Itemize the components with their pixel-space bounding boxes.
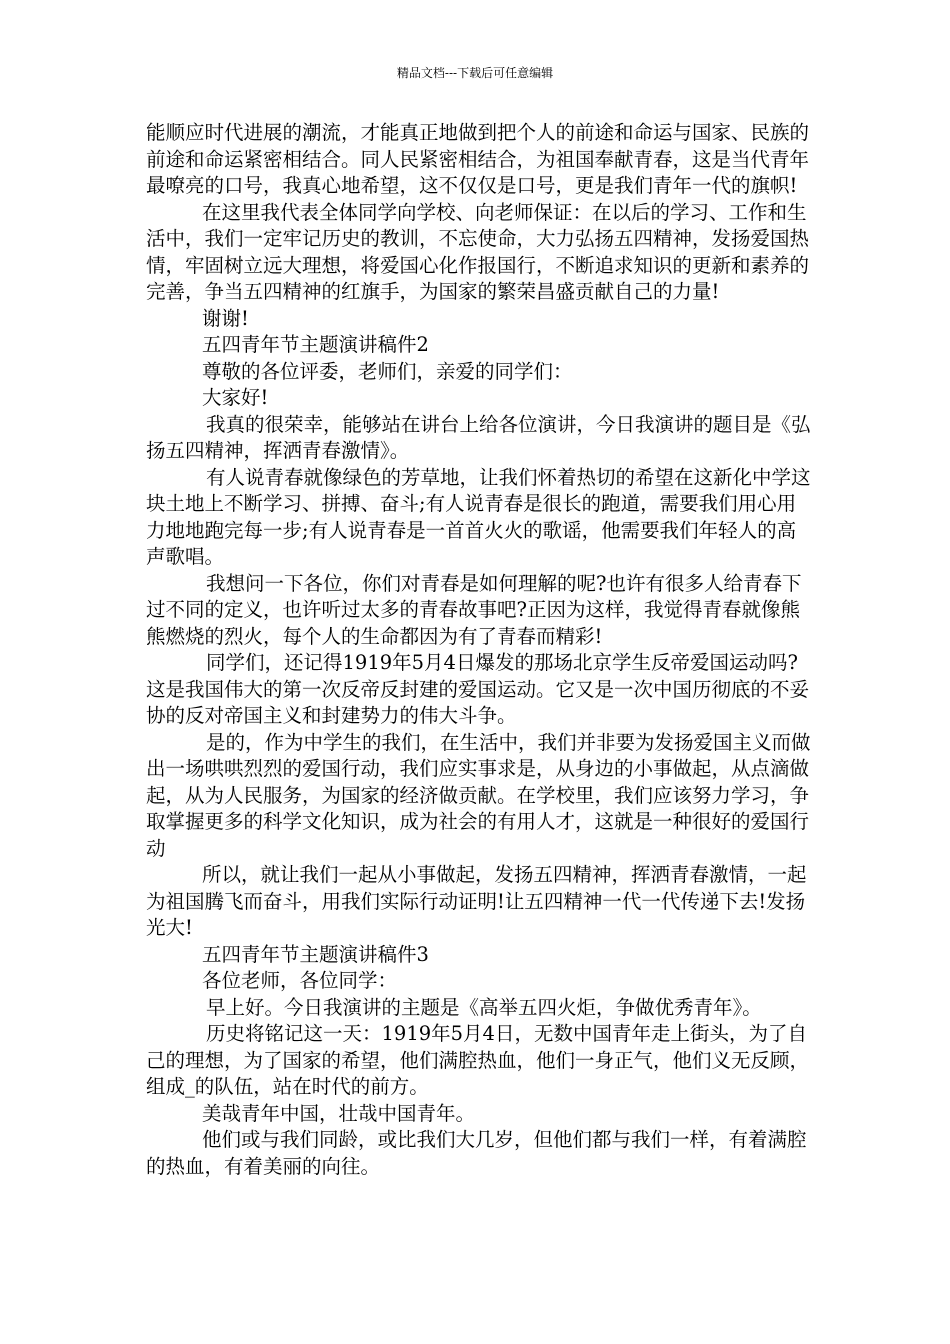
paragraph-may-fourth-history: 同学们，还记得1919年5月4日爆发的那场北京学生反帝爱国运动吗?这是我国伟大的第一次反帝反封建的爱国运动。它又是一次中国历彻底的不妥协的反对帝国主义和封建势力的伟大斗争。 (146, 651, 810, 727)
section-title-3: 五四青年节主题演讲稿件3 (202, 942, 429, 966)
paragraph-conclusion-2: 所以，就让我们一起从小事做起，发扬五四精神，挥洒青春激情，一起为祖国腾飞而奋斗，用我们实际行动证明!让五四精神一代一代传递下去!发扬光大! (146, 863, 807, 939)
paragraph-thanks: 谢谢! (202, 306, 249, 330)
paragraph-topic-3: 早上好。今日我演讲的主题是《高举五四火炬，争做优秀青年》。 (206, 995, 762, 1019)
paragraph-youth-question: 我想问一下各位，你们对青春是如何理解的呢?也许有很多人给青春下过不同的定义，也许听过太多的青春故事吧?正因为这样，我觉得青春就像熊熊燃烧的烈火，每个人的生命都因为有了青春而精彩! (146, 571, 802, 648)
page-header: 精品文档---下载后可任意编辑 (396, 66, 554, 80)
paragraph-patriotic-action: 是的，作为中学生的我们，在生活中，我们并非要为发扬爱国主义而做出一场哄哄烈烈的爱国行动，我们应实事求是，从身边的小事做起，从点滴做起，从为人民服务，为国家的经济做贡献。在学校里，我们应该努力学习，争取掌握更多的科学文化知识，成为社会的有用人才，这就是一种很好的爱国行动 (146, 730, 811, 860)
paragraph-praise: 美哉青年中国，壮哉中国青年。 (202, 1101, 476, 1125)
paragraph-pledge: 在这里我代表全体同学向学校、向老师保证：在以后的学习、工作和生活中，我们一定牢记历史的教训，不忘使命，大力弘扬五四精神，发扬爱国热情，牢固树立远大理想，将爱国心化作报国行，不断追求知识的更新和素养的完善，争当五四精神的红旗手，为国家的繁荣昌盛贡献自己的力量! (146, 200, 810, 303)
section-title-2: 五四青年节主题演讲稿件2 (202, 333, 429, 356)
salutation-2: 尊敬的各位评委，老师们，亲爱的同学们： (202, 359, 573, 383)
paragraph-youth-metaphors: 有人说青春就像绿色的芳草地，让我们怀着热切的希望在这新化中学这块土地上不断学习、拼搏、奋斗;有人说青春是很长的跑道，需要我们用心用力地地跑完每一步;有人说青春是一首首火火的歌谣，他需要我们年轻人的高声歌唱。 (146, 465, 811, 568)
paragraph-peers: 他们或与我们同龄，或比我们大几岁，但他们都与我们一样，有着满腔的热血，有着美丽的向往。 (146, 1128, 807, 1178)
salutation-3: 各位老师，各位同学： (202, 969, 398, 992)
paragraph-topic-2: 我真的很荣幸，能够站在讲台上给各位演讲，今日我演讲的题目是《弘扬五四精神，挥洒青春激情》。 (146, 412, 811, 462)
document-body (146, 120, 814, 1180)
greeting-2: 大家好! (202, 386, 269, 409)
paragraph-history-day: 历史将铭记这一天：1919年5月4日，无数中国青年走上街头，为了自己的理想，为了国家的希望，他们满腔热血，他们一身正气，他们义无反顾，组成_的队伍，站在时代的前方。 (146, 1022, 810, 1098)
paragraph-continuation: 能顺应时代进展的潮流，才能真正地做到把个人的前途和命运与国家、民族的前途和命运紧密相结合。同人民紧密相结合，为祖国奉献青春，这是当代青年最嘹亮的口号，我真心地希望，这不仅仅是口号，更是我们青年一代的旗帜! (146, 121, 810, 197)
